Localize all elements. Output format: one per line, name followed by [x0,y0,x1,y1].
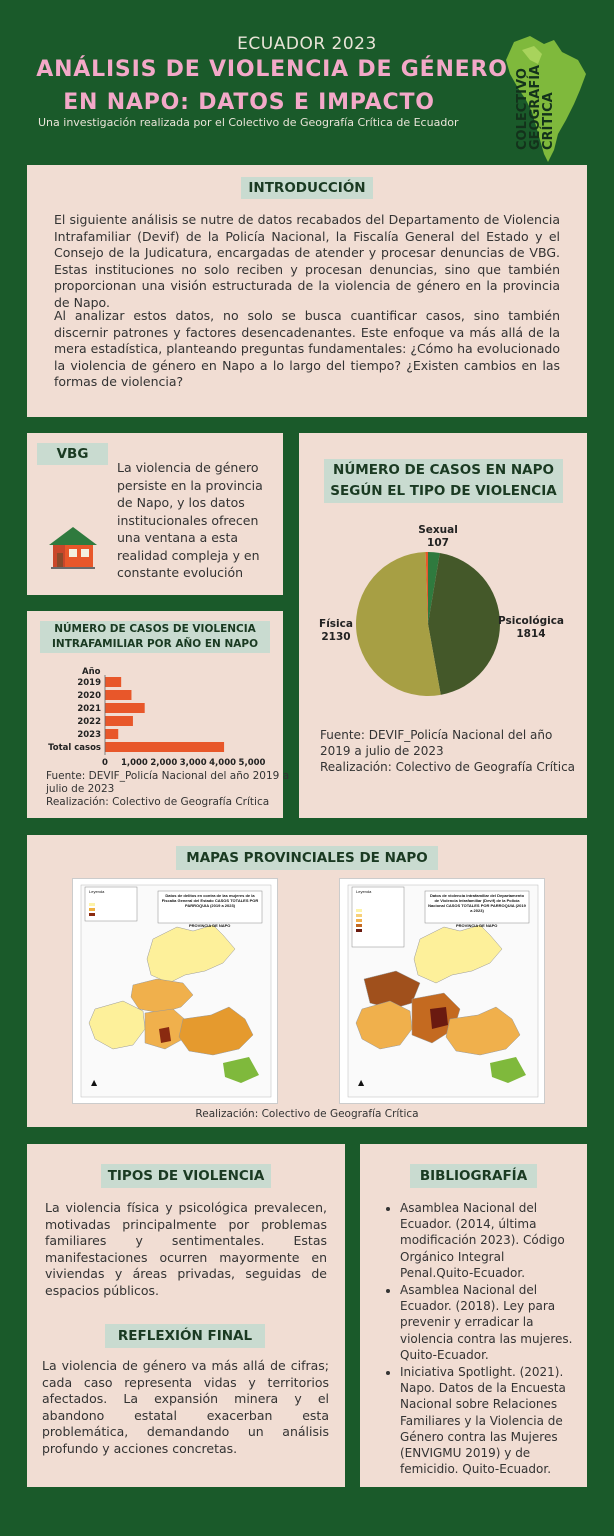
bar-category-label: 2023 [77,730,101,740]
bar [105,690,131,700]
year-title: ECUADOR 2023 [237,34,377,54]
bibliografia-item: • Iniciativa Spotlight. (2021). Napo. Datos de la Encuesta Nacional sobre Relaciones Familiares y la Violencia de Género contra las Mujeres (ENVIGMU 2019) y de femicidio. Quito-Ecuador. [400,1364,574,1477]
maps-credit: Realización: Colectivo de Geografía Crítica [195,1108,419,1120]
bar-category-label: 2019 [77,678,101,688]
bar-heading-line1: NÚMERO DE CASOS DE VIOLENCIA [54,623,256,635]
map2-legend-label: Leyenda [356,889,372,894]
svg-text:▲: ▲ [91,1078,98,1087]
bibliografia-heading: BIBLIOGRAFÍA [410,1164,537,1188]
reflexion-text: La violencia de género va más allá de cifras; cada caso representa vidas y territorios afectados. La expansión minera y el abandono estatal exacerban esta problemática, demandando un análisis profundo y acciones concretas. [42,1358,329,1456]
svg-text:▲: ▲ [358,1078,365,1087]
logo-text: COLECTIVO GEOGRAFÍA CRÍTICA [515,64,556,150]
pie-slice [428,553,500,695]
bar-credit: Realización: Colectivo de Geografía Crítica [46,796,270,808]
intro-paragraph-2: Al analizar estos datos, no solo se busca cuantificar casos, sino también discernir patrones y factores desencadenantes. Este enfoque va más allá de la mera estadística, planteando preguntas fundamentales: ¿Cómo ha evolucionado la violencia de género en Napo a lo largo del tiempo? ¿Existen cambios en las formas de violencia? [54,308,560,389]
pie-heading-line2: SEGÚN EL TIPO DE VIOLENCIA [330,483,557,499]
page-title-line2: EN NAPO: DATOS E IMPACTO [63,90,435,115]
bibliografia-item: • Asamblea Nacional del Ecuador. (2014, última modificación 2023). Código Orgánico Integral Penal.Quito-Ecuador. [400,1200,574,1281]
vbg-text: La violencia de género persiste en la provincia de Napo, y los datos institucionales ofrecen una ventana a esta realidad compleja y en constante evolución [117,460,263,580]
vbg-heading: VBG [37,443,108,465]
bibliografia-list [384,1200,574,1477]
pie-label: 2130 [321,631,351,643]
page-subtitle: Una investigación realizada por el Colectivo de Geografía Crítica de Ecuador [38,116,459,129]
bar-source-line2: julio de 2023 [46,783,115,795]
bar-tick-label: 1,000 [120,758,148,768]
bar-source-line1: Fuente: DEVIF_Policía Nacional del año 2019 a [46,770,290,782]
bar-heading-line2: INTRAFAMILIAR POR AÑO EN NAPO [52,638,258,650]
pie-label: Psicológica [497,615,565,627]
pie-chart [306,518,581,708]
pie-label: 1814 [516,628,546,640]
bar [105,677,121,687]
bar-tick-label: 2,000 [150,758,178,768]
bar [105,742,224,752]
map1-legend-label: Leyenda [89,889,105,894]
pie-heading-line1: NÚMERO DE CASOS EN NAPO [333,462,554,478]
reflexion-heading: REFLEXIÓN FINAL [105,1324,265,1348]
pie-chart-heading [324,459,563,503]
bar [105,703,145,713]
map2-subtitle: PROVINCIA DE NAPO [456,923,498,928]
bar-category-label: 2022 [77,717,101,727]
bibliografia-item: • Asamblea Nacional del Ecuador. (2018). Ley para prevenir y erradicar la violencia contra las mujeres. Quito-Ecuador. [400,1282,574,1363]
house-icon [45,523,101,571]
bar-category-label: 2021 [77,704,101,714]
bar-tick-label: 4,000 [209,758,237,768]
pie-source-line2: 2019 a julio de 2023 [320,744,444,758]
bar-category-label: Total casos [48,743,101,753]
maps-heading: MAPAS PROVINCIALES DE NAPO [176,846,438,870]
tipos-heading: TIPOS DE VIOLENCIA [101,1164,271,1188]
bibliografia-list-wrap [384,1200,574,1478]
bar-axis-title: Año [82,667,101,677]
bar-chart-heading [40,621,270,653]
pie-source-line1: Fuente: DEVIF_Policía Nacional del año [320,728,553,742]
map-devif [339,878,545,1104]
map2-title: Datos de violencia intrafamiliar del Departamento de Violencia Intrafamiliar (Devif) de la Policía Nacional CASOS TOTALES POR PARROQUIA (2019 a 2023) [428,893,526,913]
collective-logo [496,30,592,170]
bar-chart [30,660,280,770]
bar [105,716,133,726]
bar [105,729,118,739]
pie-label: Física [319,618,353,630]
pie-credit: Realización: Colectivo de Geografía Crítica [320,760,576,774]
intro-heading: INTRODUCCIÓN [241,177,373,199]
pie-label: Sexual [418,524,458,536]
intro-paragraph-1: El siguiente análisis se nutre de datos recabados del Departamento de Violencia Intrafamiliar (Devif) de la Policía Nacional, la Fiscalía General del Estado y el Consejo de la Judicatura, encargadas de atender y procesar denuncias de VBG. Estas instituciones no solo reciben y procesan denuncias, sino que también proporcionan una visión estructurada de la violencia de género en la provincia de Napo. [54,212,560,310]
page-title-line1: ANÁLISIS DE VIOLENCIA DE GÉNERO [36,57,508,82]
tipos-text: La violencia física y psicológica prevalecen, motivadas principalmente por problemas familiares y sentimentales. Estas manifestaciones ocurren mayormente en viviendas y áreas privadas, seguidas de espacios públicos. [45,1200,327,1298]
map1-title: Datos de delitos en contra de las mujeres de la Fiscalía General del Estado CASOS TOTALES POR PARROQUIA (2019 a 2023) [161,893,259,908]
bar-tick-label: 5,000 [238,758,266,768]
bar-tick-label: 3,000 [179,758,207,768]
bar-category-label: 2020 [77,691,101,701]
bar-tick-label: 0 [102,758,108,768]
pie-label: 107 [427,537,449,549]
map1-subtitle: PROVINCIA DE NAPO [189,923,231,928]
map-fiscalia [72,878,278,1104]
